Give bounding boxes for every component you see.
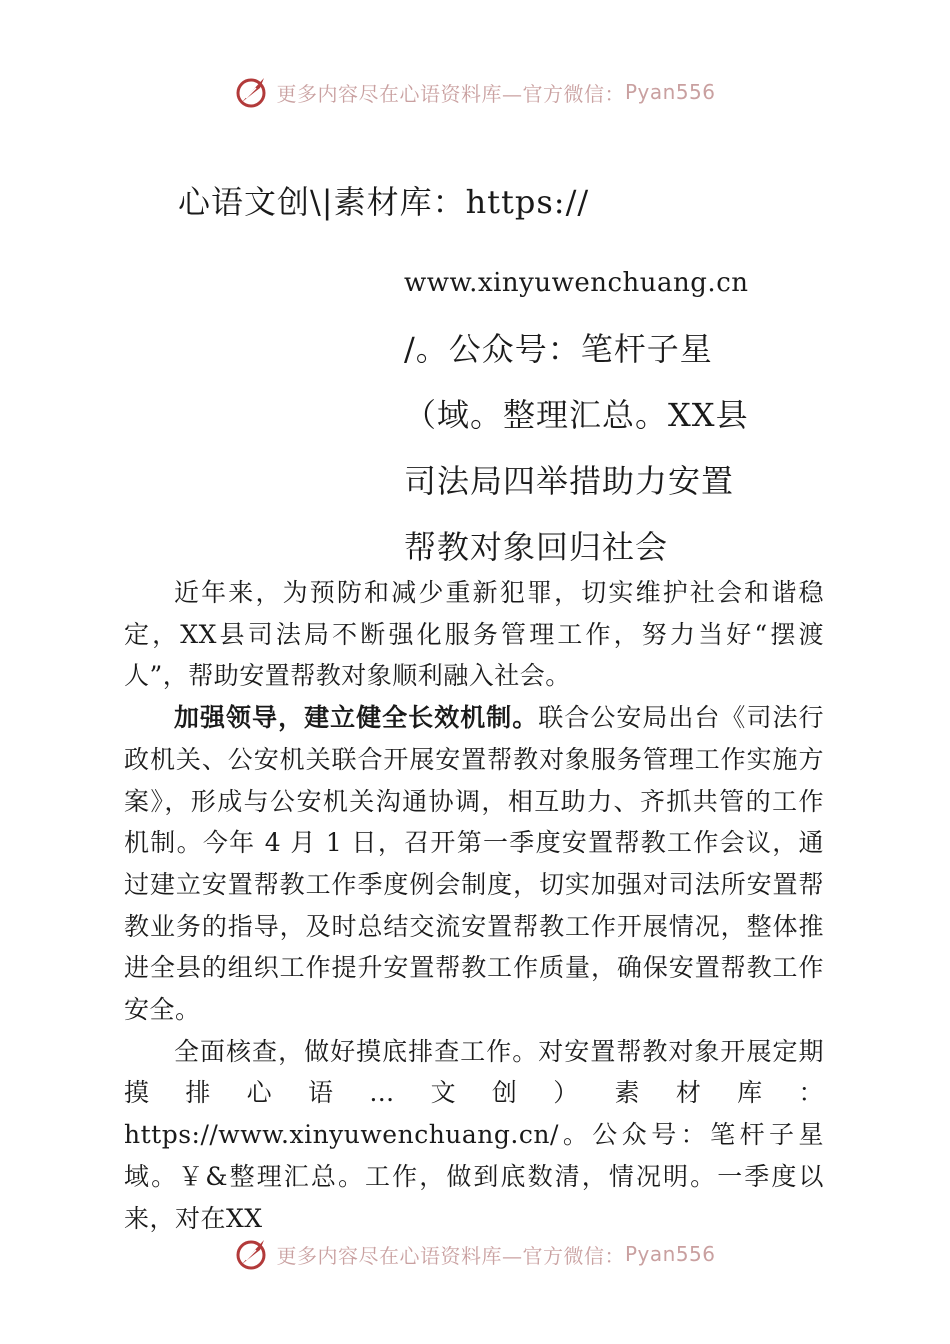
quill-logo-icon — [234, 74, 270, 110]
document-body — [124, 572, 824, 1239]
header-watermark-banner — [0, 70, 950, 114]
quill-logo-icon — [234, 1236, 270, 1272]
paragraph-inspection: 全面核查，做好摸底排查工作。对安置帮教对象开展定期摸排心语…文创）素材库：https://www.xinyuwenchuang.cn/。公众号：笔杆子星域。￥&整理汇总。工作，做到底数清，情况明。一季度以来，对在XX — [124, 1036, 824, 1233]
paragraph-leadership-heading: 加强领导，建立健全长效机制。 — [174, 703, 539, 733]
banner-text: 更多内容尽在心语资料库—官方微信： — [276, 81, 625, 106]
document-title-line-6: 帮教对象回归社会 — [404, 528, 669, 566]
paragraph-intro: 近年来，为预防和减少重新犯罪，切实维护社会和谐稳定，XX县司法局不断强化服务管理工作，努力当好“摆渡人”，帮助安置帮教对象顺利融入社会。 — [124, 578, 824, 691]
paragraph-leadership-text: 联合公安局出台《司法行政机关、公安机关联合开展安置帮教对象服务管理工作实施方案》，形成与公安机关沟通协调，相互助力、齐抓共管的工作机制。今年 4 月 1 日，召开第一季度安置帮教工作会议，通过建立安置帮教工作季度例会制度，切实加强对司法所安置帮教业务的指导，及时总结交流安置帮教工作开展情况，整体推进全县的组织工作提升安置帮教工作质量，确保安置帮教工作安全。 — [124, 703, 824, 1025]
banner-text: 更多内容尽在心语资料库—官方微信： — [276, 1243, 625, 1268]
document-title-line-3: /。公众号：笔杆子星 — [404, 330, 713, 368]
banner-wechat-id: Pyan556 — [624, 1242, 716, 1266]
document-title — [404, 250, 804, 580]
document-title-line-1: 心语文创\|素材库：https:// — [178, 183, 590, 221]
banner-wechat-id: Pyan556 — [624, 80, 716, 104]
paragraph-leadership — [124, 697, 824, 1031]
document-title-line-2: www.xinyuwenchuang.cn — [404, 268, 749, 298]
document-title-line-5: 司法局四举措助力安置 — [404, 462, 735, 500]
document-title-line-4: （域。整理汇总。XX县 — [404, 396, 749, 434]
footer-watermark-banner — [0, 1232, 950, 1276]
